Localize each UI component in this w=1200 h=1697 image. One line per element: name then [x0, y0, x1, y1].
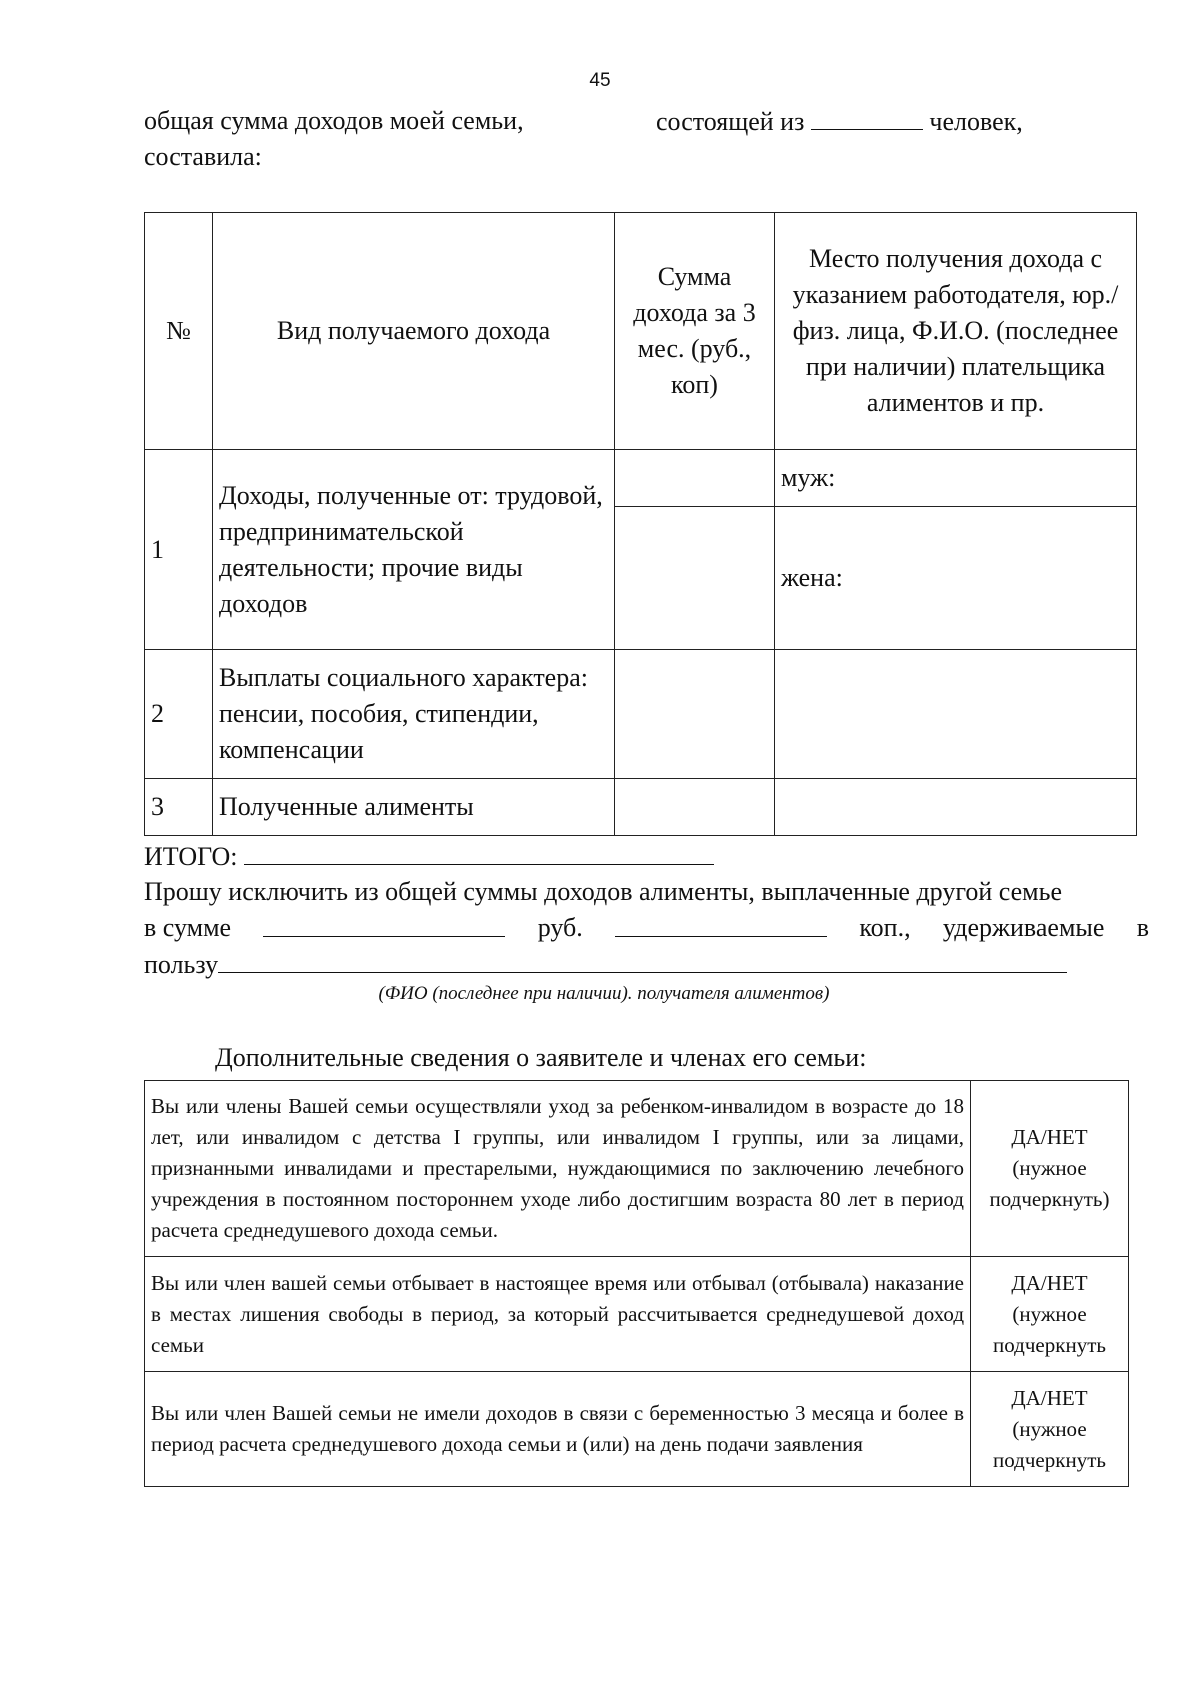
row2-source-cell[interactable]	[775, 650, 1137, 779]
row2-type: Выплаты социального характера: пенсии, пособия, стипендии, компенсации	[213, 650, 615, 779]
row3-sum-cell[interactable]	[615, 779, 775, 836]
row2-number: 2	[145, 650, 213, 779]
sum-kop-blank[interactable]	[615, 910, 827, 937]
family-size-blank[interactable]	[811, 103, 923, 130]
answer-3-options[interactable]: ДА/НЕТ	[1011, 1385, 1088, 1410]
intro-part3: человек,	[929, 107, 1023, 136]
itogo-blank[interactable]	[244, 838, 714, 865]
table-row	[145, 1372, 1129, 1487]
kop-label: коп.,	[859, 913, 911, 942]
extra-answer-2[interactable]	[971, 1257, 1129, 1372]
extra-question-3: Вы или член Вашей семьи не имели доходов в связи с беременностью 3 месяца и более в период расчета среднедушевого дохода семьи и (или) на день подачи заявления	[145, 1372, 971, 1487]
table-row	[145, 450, 1137, 507]
table-row	[145, 650, 1137, 779]
answer-1-note: (нужное подчеркнуть)	[989, 1156, 1110, 1211]
intro-part2: состоящей из	[656, 107, 805, 136]
extra-answer-3[interactable]	[971, 1372, 1129, 1487]
row1-type: Доходы, полученные от: трудовой, предпринимательской деятельности; прочие виды доходов	[213, 450, 615, 650]
income-header-row	[145, 213, 1137, 450]
row3-source-cell[interactable]	[775, 779, 1137, 836]
row1-number: 1	[145, 450, 213, 650]
rub-label: руб.	[537, 913, 583, 942]
table-row	[145, 1081, 1129, 1257]
intro-line2: составила:	[144, 142, 262, 171]
row3-type: Полученные алименты	[213, 779, 615, 836]
intro-part1: общая сумма доходов моей семьи,	[144, 106, 524, 135]
sum-rub-blank[interactable]	[263, 910, 505, 937]
row2-sum-cell[interactable]	[615, 650, 775, 779]
table-row	[145, 779, 1137, 836]
table-row	[145, 1257, 1129, 1372]
extra-question-1: Вы или члены Вашей семьи осуществляли уход за ребенком-инвалидом в возрасте до 18 лет, или инвалидом с детства I группы, или инвалидом I группы, или за лицами, признанными инвалидами и престарелыми, нуждающимися по заключению лечебного учреждения в постоянном постороннем уходе либо достигшим возраста 80 лет в период расчета среднедушевого дохода семьи.	[145, 1081, 971, 1257]
header-number: №	[145, 213, 213, 450]
header-sum: Сумма дохода за 3 мес. (руб., коп)	[615, 213, 775, 450]
request-text: Прошу исключить из общей суммы доходов алименты, выплаченные другой семье	[144, 877, 1063, 906]
in-label: в	[1136, 913, 1149, 942]
row1-wife-label[interactable]: жена:	[775, 507, 1137, 650]
row1-wife-sum-cell[interactable]	[615, 507, 775, 650]
extra-answer-1[interactable]	[971, 1081, 1129, 1257]
intro-text	[144, 103, 1064, 175]
in-sum-label: в сумме	[144, 913, 232, 942]
recipient-caption: (ФИО (последнее при наличии). получателя алиментов)	[378, 983, 830, 1004]
header-income-type: Вид получаемого дохода	[213, 213, 615, 450]
answer-2-note: (нужное подчеркнуть	[993, 1301, 1106, 1357]
row3-number: 3	[145, 779, 213, 836]
income-table	[144, 212, 1137, 836]
extra-info-table	[144, 1080, 1129, 1487]
totals-section	[144, 838, 1149, 982]
answer-1-options[interactable]: ДА/НЕТ	[1011, 1125, 1088, 1149]
header-source: Место получения дохода с указанием работодателя, юр./физ. лица, Ф.И.О. (последнее при наличии) плательщика алиментов и пр.	[775, 213, 1137, 450]
row1-husband-label[interactable]: муж:	[775, 450, 1137, 507]
extra-info-title: Дополнительные сведения о заявителе и членах его семьи:	[215, 1043, 867, 1072]
favor-label: пользу	[144, 950, 219, 979]
extra-question-2: Вы или член вашей семьи отбывает в настоящее время или отбывал (отбывала) наказание в местах лишения свободы в период, за который рассчитывается среднедушевой доход семьи	[145, 1257, 971, 1372]
page-number: 45	[589, 70, 611, 91]
row1-husband-sum-cell[interactable]	[615, 450, 775, 507]
withheld-label: удерживаемые	[942, 913, 1105, 942]
itogo-label: ИТОГО:	[144, 842, 238, 871]
answer-3-note: (нужное подчеркнуть	[993, 1416, 1106, 1472]
answer-2-options[interactable]: ДА/НЕТ	[1011, 1270, 1088, 1295]
recipient-blank[interactable]	[218, 946, 1067, 973]
